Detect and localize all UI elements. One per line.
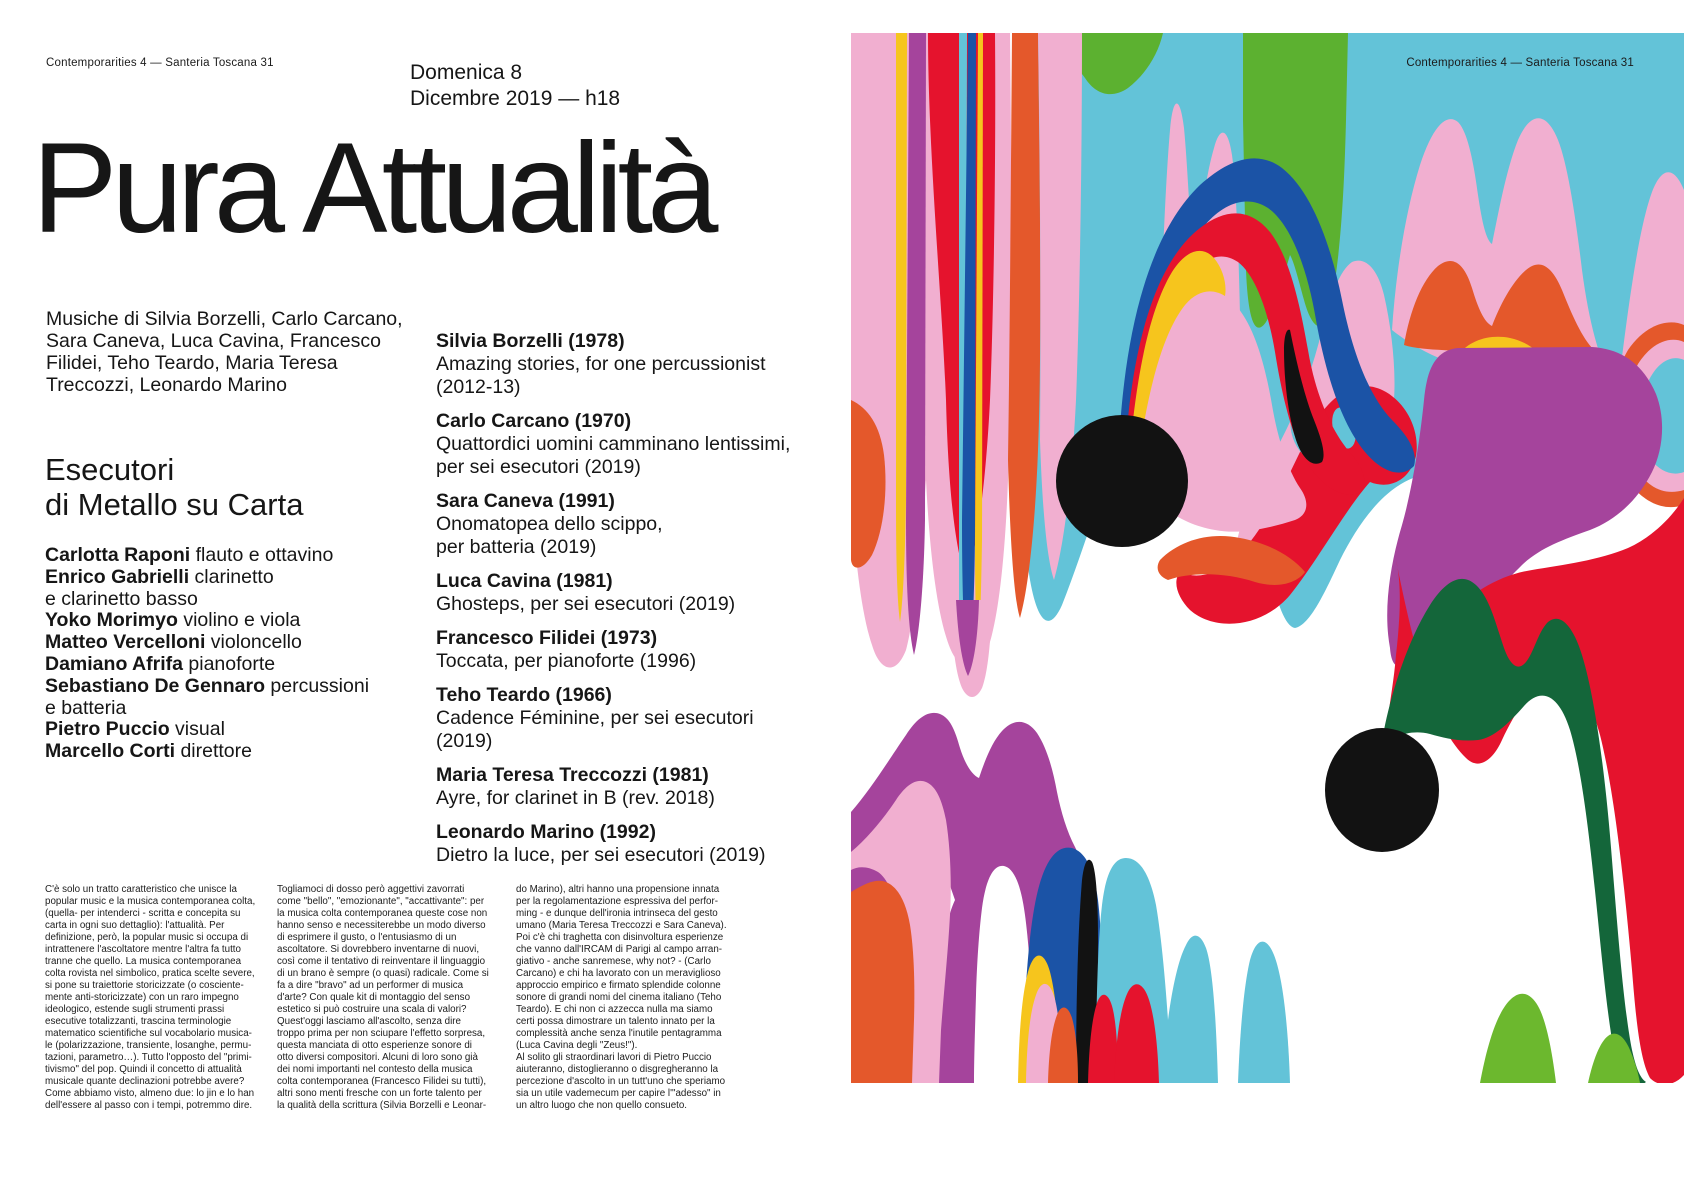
essay-line: (quella- per intenderci - scritta e concepita su <box>45 908 241 919</box>
composers-line: Treccozzi, Leonardo Marino <box>46 374 287 396</box>
header-left-label: Contemporarities 4 — Santeria Toscana 31 <box>46 57 274 69</box>
program-composer: Teho Teardo (1966) <box>436 684 612 706</box>
essay-line: tivismo" del pop. Quindi il concetto di attualità <box>45 1064 242 1075</box>
essay-line: Al solito gli straordinari lavori di Pietro Puccio <box>516 1052 712 1063</box>
performer-line: Matteo Vercelloni violoncello <box>45 631 302 654</box>
essay-line: di un brano è sempre (o quasi) radicale. Come si <box>277 968 489 979</box>
program-composer: Silvia Borzelli (1978) <box>436 330 625 352</box>
program-piece-line: per batteria (2019) <box>436 536 597 558</box>
essay-line: popular music e la musica contemporanea colta, <box>45 896 256 907</box>
artwork-illustration <box>851 33 1684 1083</box>
program-piece-line: Quattordici uomini camminano lentissimi, <box>436 433 791 455</box>
program-entry <box>436 490 806 559</box>
essay-line: do Marino), altri hanno una propensione innata <box>516 884 720 895</box>
essay-line: colta rovista nel simbolico, pratica scelte severe, <box>45 968 255 979</box>
ensemble-heading-line2: di Metallo su Carta <box>45 487 304 522</box>
program-piece-line: Onomatopea dello scippo, <box>436 513 663 535</box>
essay-line: ideologico, estende sugli strumenti prassi <box>45 1004 225 1015</box>
essay-line: che vanno dall'IRCAM di Parigi al campo arran- <box>516 944 723 955</box>
essay-line: C'è solo un tratto caratteristico che unisce la <box>45 884 237 895</box>
essay-line: le (polarizzazione, transiente, losanghe, permu- <box>45 1040 252 1051</box>
performer-line: Enrico Gabrielli clarinetto <box>45 565 274 588</box>
program-piece-line: Ghosteps, per sei esecutori (2019) <box>436 593 736 615</box>
program-composer: Carlo Carcano (1970) <box>436 410 632 432</box>
essay-line: per la regolamentazione espressiva del perfor- <box>516 896 719 907</box>
essay-column-2 <box>277 884 499 1112</box>
page-title: Pura Attualità <box>32 117 713 260</box>
program-composer: Leonardo Marino (1992) <box>436 821 656 843</box>
essay-line: estetico si può costruire una scala di valori? <box>277 1004 467 1015</box>
essay-line: otto diversi compositori. Alcuni di loro sono già <box>277 1052 478 1063</box>
essay-line: (Luca Cavina degli "Zeus!"). <box>516 1040 638 1051</box>
program-composer: Luca Cavina (1981) <box>436 570 613 592</box>
essay-line: Teardo). E chi non ci azzecca nulla ma siamo <box>516 1004 713 1015</box>
essay-line: complessità anche senza l'inutile pentagramma <box>516 1028 722 1039</box>
performer-line: e batteria <box>45 696 127 719</box>
essay-line: come "bello", "emozionante", "accattivante": per <box>277 896 485 907</box>
essay-line: dei nomi importanti nel contesto della musica <box>277 1064 473 1075</box>
essay-line: la musica colta contemporanea queste cose non <box>277 908 488 919</box>
program-piece-line: Toccata, per pianoforte (1996) <box>436 650 697 672</box>
essay-line: si pone su traiettorie storicizzate (o cosciente- <box>45 980 244 991</box>
essay-line: sonore di grandi nomi del cinema italiano (Teho <box>516 992 722 1003</box>
essay-line: percezione d'ascolto in un tutt'uno che speriamo <box>516 1076 726 1087</box>
ensemble-heading <box>45 452 303 522</box>
program-entry <box>436 764 806 810</box>
program-piece-line: per sei esecutori (2019) <box>436 456 641 478</box>
composers-line: Musiche di Silvia Borzelli, Carlo Carcano, <box>46 308 403 330</box>
essay-line: Togliamoci di dosso però aggettivi zavorrati <box>277 884 465 895</box>
essay-line: altri sono menti fresche con un forte talento per <box>277 1088 482 1099</box>
essay-line: aiuteranno, distoglieranno o disgregheranno la <box>516 1064 719 1075</box>
composers-line: Filidei, Teho Teardo, Maria Teresa <box>46 352 338 374</box>
event-date <box>410 60 620 112</box>
performer-line: Yoko Morimyo violino e viola <box>45 609 301 632</box>
essay-line: certi possa dimostrare un talento innato per la <box>516 1016 715 1027</box>
performer-line: Pietro Puccio visual <box>45 718 225 741</box>
program-piece-line: (2012-13) <box>436 376 521 398</box>
performer-line: e clarinetto basso <box>45 587 198 610</box>
essay-line: hanno senso e necessiterebbe un modo diverso <box>277 920 486 931</box>
program-composer: Francesco Filidei (1973) <box>436 627 658 649</box>
essay-line: Come abbiamo visto, almeno due: lo jin e lo han <box>45 1088 255 1099</box>
composers-line: Sara Caneva, Luca Cavina, Francesco <box>46 330 381 352</box>
essay-line: ming - e dunque dell'ironia intrinseca del gesto <box>516 908 718 919</box>
essay-line: tazioni, parametro…). Tutto l'opposto del "primi- <box>45 1052 252 1063</box>
program-piece-line: Dietro la luce, per sei esecutori (2019) <box>436 844 766 866</box>
essay-line: ascoltatore. Si dovrebbero inventarne di nuovi, <box>277 944 480 955</box>
essay-line: matematico scientifiche sul vocabolario musica- <box>45 1028 252 1039</box>
essay-line: approccio empirico e firmato splendide colonne <box>516 980 721 991</box>
essay-line: intrattenere l'ascoltatore mentre l'altra fa tutto <box>45 944 241 955</box>
program-entry <box>436 684 806 753</box>
essay-line: sia un utile vademecum per capire l'"adesso" in <box>516 1088 721 1099</box>
composers-paragraph <box>46 308 403 396</box>
essay-line: mente anti-storicizzate) con un raro impegno <box>45 992 239 1003</box>
essay-line: la qualità della scrittura (Silvia Borzelli e Leonar- <box>277 1100 487 1111</box>
essay-line: musicale quante declinazioni potrebbe avere? <box>45 1076 245 1087</box>
program-piece-line: Ayre, for clarinet in B (rev. 2018) <box>436 787 715 809</box>
essay-line: questa manciata di otto esperienze sonore di <box>277 1040 472 1051</box>
essay-line: colta contemporanea (Francesco Filidei su tutti), <box>277 1076 487 1087</box>
program-composer: Sara Caneva (1991) <box>436 490 615 512</box>
performers-list <box>45 545 369 763</box>
essay-line: giativo - anche sanremese, why not? - (Carlo <box>516 956 711 967</box>
essay-line: Poi c'è chi traghetta con disinvoltura esperienze <box>516 932 724 943</box>
event-date-line2: Dicembre 2019 — h18 <box>410 87 621 110</box>
program-piece-line: Amazing stories, for one percussionist <box>436 353 766 375</box>
essay-line: di esprimere il gusto, o l'entusiasmo di un <box>277 932 457 943</box>
program-entry <box>436 330 806 399</box>
ensemble-heading-line1: Esecutori <box>45 452 175 487</box>
essay-line: dell'essere al passo con i tempi, potremmo dire. <box>45 1100 253 1111</box>
performer-line: Damiano Afrifa pianoforte <box>45 652 276 675</box>
essay-line: definizione, però, la popular music si occupa di <box>45 932 249 943</box>
essay-line: Quest'oggi lasciamo all'ascolto, senza dire <box>277 1016 461 1027</box>
program-composer: Maria Teresa Treccozzi (1981) <box>436 764 709 786</box>
essay-line: un altro luogo che non quello consueto. <box>516 1100 688 1111</box>
header-right-label: Contemporarities 4 — Santeria Toscana 31 <box>1406 57 1634 69</box>
essay-line: d'arte? Con quale kit di montaggio del senso <box>277 992 471 1003</box>
essay-line: fa a dire "bravo" ad un performer di musica <box>277 980 464 991</box>
essay-column-3 <box>516 884 738 1112</box>
performer-line: Carlotta Raponi flauto e ottavino <box>45 544 334 566</box>
program-piece-line: Cadence Féminine, per sei esecutori (2019) <box>436 707 754 752</box>
essay-line: esecutive totalizzanti, trascina terminologie <box>45 1016 232 1027</box>
performer-line: Sebastiano De Gennaro percussioni <box>45 674 370 697</box>
essay-line: Carcano) e chi ha lavorato con un meraviglioso <box>516 968 721 979</box>
essay-line: così come il tentativo di reinventare il linguaggio <box>277 956 486 967</box>
essay-column-1 <box>45 884 267 1112</box>
essay-line: troppo prima per non sciupare l'effetto sorpresa, <box>277 1028 486 1039</box>
program-entry <box>436 821 806 867</box>
program-entry <box>436 410 806 479</box>
program-list <box>436 330 806 878</box>
essay-line: carta in ogni suo dettaglio): l'attualità. Per <box>45 920 225 931</box>
performer-line: Marcello Corti direttore <box>45 740 252 763</box>
essay-line: tranne che quello. La musica contemporanea <box>45 956 242 967</box>
program-entry <box>436 570 806 616</box>
essay-line: umano (Maria Teresa Treccozzi e Sara Caneva). <box>516 920 727 931</box>
event-date-line1: Domenica 8 <box>410 61 523 84</box>
program-entry <box>436 627 806 673</box>
